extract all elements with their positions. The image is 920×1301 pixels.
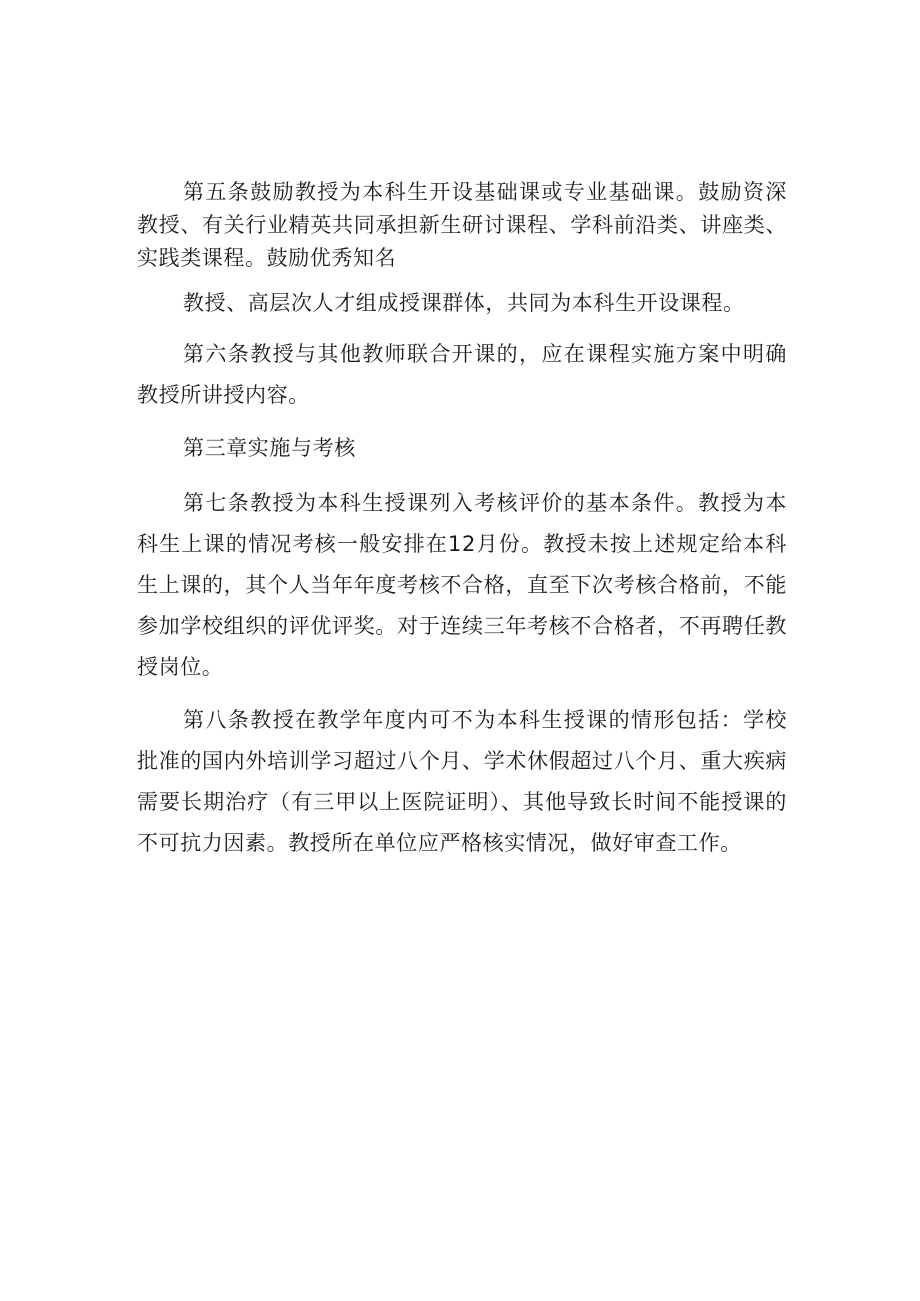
document-body [137, 158, 787, 864]
article-8-paragraph: 第八条教授在教学年度内可不为本科生授课的情形包括：学校批准的国内外培训学习超过八个月、学术休假超过八个月、重大疾病需要长期治疗（有三甲以上医院证明）、其他导致长时间不能授课的不可抗力因素。教授所在单位应严格核实情况，做好审查工作。 [137, 708, 787, 855]
article-6-paragraph: 第六条教授与其他教师联合开课的，应在课程实施方案中明确教授所讲授内容。 [137, 342, 787, 407]
article-5-paragraph: 第五条鼓励教授为本科生开设基础课或专业基础课。鼓励资深教授、有关行业精英共同承担新生研讨课程、学科前沿类、讲座类、实践类课程。鼓励优秀知名 [137, 180, 787, 270]
article-5-continuation-paragraph: 教授、高层次人才组成授课群体，共同为本科生开设课程。 [183, 291, 745, 315]
chapter-3-heading: 第三章实施与考核 [183, 436, 356, 460]
article-7-paragraph: 第七条教授为本科生授课列入考核评价的基本条件。教授为本科生上课的情况考核一般安排在12月份。教授未按上述规定给本科生上课的，其个人当年年度考核不合格，直至下次考核合格前，不能参加学校组织的评优评奖。对于连续三年考核不合格者，不再聘任教授岗位。 [137, 491, 787, 679]
